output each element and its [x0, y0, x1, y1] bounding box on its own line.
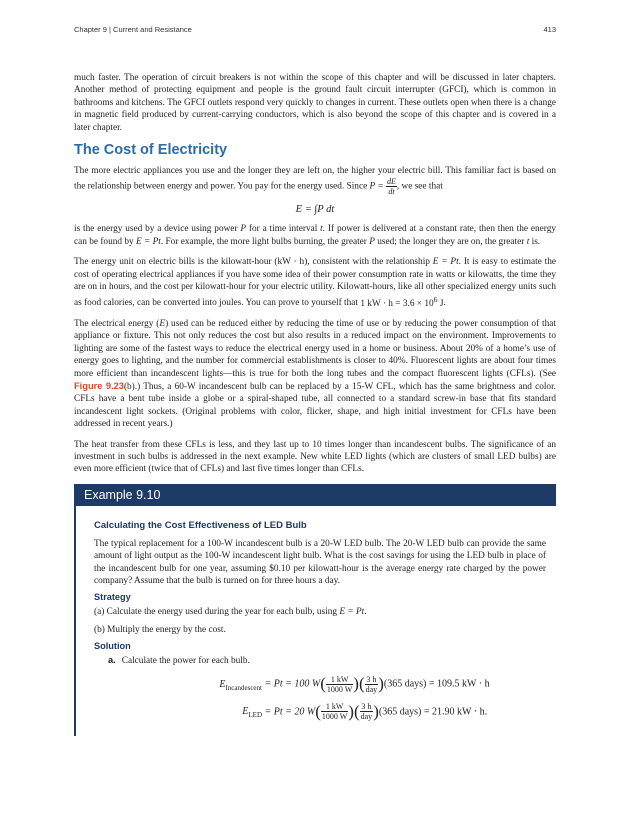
strategy-a: (a) Calculate the energy used during the year for each bulb, using E = Pt. — [94, 607, 367, 618]
section-title: The Cost of Electricity — [74, 142, 228, 159]
intro-paragraph: much faster. The operation of circuit breakers is not within the scope of this chapter and will be discussed in later chapters. Another method of protecting equipment and people is the ground fault circuit interrupter (GFCI), which is common in bathrooms and kitchens. The GFCI outlets respond very quickly to changes in current. These outlets open when there is a change in magnetic field produced by current-carrying conductors, which is also beyond the scope of this chapter and is covered in a later chapter. — [74, 73, 556, 133]
example-title: Calculating the Cost Effectiveness of LED Bulb — [94, 519, 307, 531]
figure-link[interactable]: Figure 9.23 — [74, 381, 124, 391]
example-label: Example 9.10 — [74, 484, 556, 506]
page-content — [74, 72, 556, 736]
solution-heading: Solution — [94, 641, 131, 652]
equation-energy-integral: E = ∫P dt — [295, 204, 335, 216]
calc-incandescent: $E_{Incandescent} = Pt = 100$ W( $\frac{1 kW}{1000 W}$ )( $\frac{3 h}{\text{day}}$ )(365 days) = 109.5 kW · h — [219, 674, 490, 694]
strategy-heading: Strategy — [94, 592, 131, 603]
solution-step-a: a. Calculate the power for each bulb. — [108, 655, 250, 667]
conversion-formula: 1 kW · $h = 3.6 \times 10^6$ J — [360, 294, 444, 309]
paragraph-lighting: The electrical energy (E) used can be reduced either by reducing the time of use or by reducing the power consumption of that appliance or fixture. This not only reduces the cost but also results in a reduced impact on the environment. Improvements to lighting are some of the fastest ways to reduce the electrical energy used in a home or business. About 20% of a home’s use of energy goes to lighting, and the number for commercial establishments is closer to 40%. Fluorescent lights are about four times more efficient than incandescent lights—this is true for both the long tubes and the compact fluorescent lights (CFLs). (See Figure 9.23(b).) Thus, a 60-W incandescent bulb can be replaced by a 15-W CFL, which has the same brightness and color. CFLs have a bent tube inside a globe or a spiral-shaped tube, all connected to a standard screw-in base that fits standard incandescent light sockets. (Original problems with color, flicker, shape, and high initial investment for CFLs have been addressed in recent years.) — [74, 318, 556, 430]
strategy-b: (b) Multiply the energy by the cost. — [94, 624, 226, 635]
example-box — [74, 484, 556, 736]
fraction-dE-dt: $\frac{dE}{dt}$ — [386, 177, 396, 197]
page-header — [74, 25, 556, 34]
example-problem: The typical replacement for a 100-W incandescent bulb is a 20-W LED bulb. The 20-W LED bulb can provide the same amount of light output as the 100-W incandescent light bulb. What is the cost savings for using the LED bulb in place of the incandescent bulb for one year, assuming $0.10 per kilowatt-hour is the average energy rate charged by the power company? Assume that the bulb is turned on for three hours a day. — [94, 538, 546, 587]
paragraph-constant-power: is the energy used by a device using power P for a time interval t. If power is delivered at a constant rate, then then the energy can be found by E = Pt. For example, the more light bulbs burning, the greater P used; the longer they are on, the greater t is. — [74, 224, 556, 247]
paragraph-cfl-led: The heat transfer from these CFLs is less, and they last up to 10 times longer than incandescent bulbs. The significance of an investment in such bulbs is addressed in the next example. New white LED lights (which are clusters of small LED bulbs) are even more efficient (twice that of CFLs) and last five times longer than CFLs. — [74, 439, 556, 475]
paragraph-kilowatt-hour: The energy unit on electric bills is the kilowatt-hour (kW · h), consistent with the relationship E = Pt. It is easy to estimate the cost of operating electrical appliances if you have some idea of their power consumption rate in watts or kilowatts, the time they are on in hours, and the cost per kilowatt-hour for your electric utility. Kilowatt-hours, like all other specialized energy units such as food calories, can be converted into joules. You can prove to yourself that 1 kW · $h = 3.6 \times 10^6$ J. — [74, 257, 556, 309]
paragraph-energy-power: The more electric appliances you use and the longer they are left on, the higher your electric bill. This familiar fact is based on the relationship between energy and power. You pay for the energy used. Since P = $\frac{dE}{dt}$ , we see that — [74, 166, 556, 197]
example-body — [74, 506, 556, 736]
chapter-title: Chapter 9 | Current and Resistance — [74, 25, 192, 34]
calc-led: $E_{LED} = Pt = 20$ W( $\frac{1 kW}{1000 W}$ )( $\frac{3 h}{\text{day}}$ )(365 days) = 21.90 kW · h. — [242, 701, 488, 722]
page-number: 413 — [543, 25, 556, 34]
